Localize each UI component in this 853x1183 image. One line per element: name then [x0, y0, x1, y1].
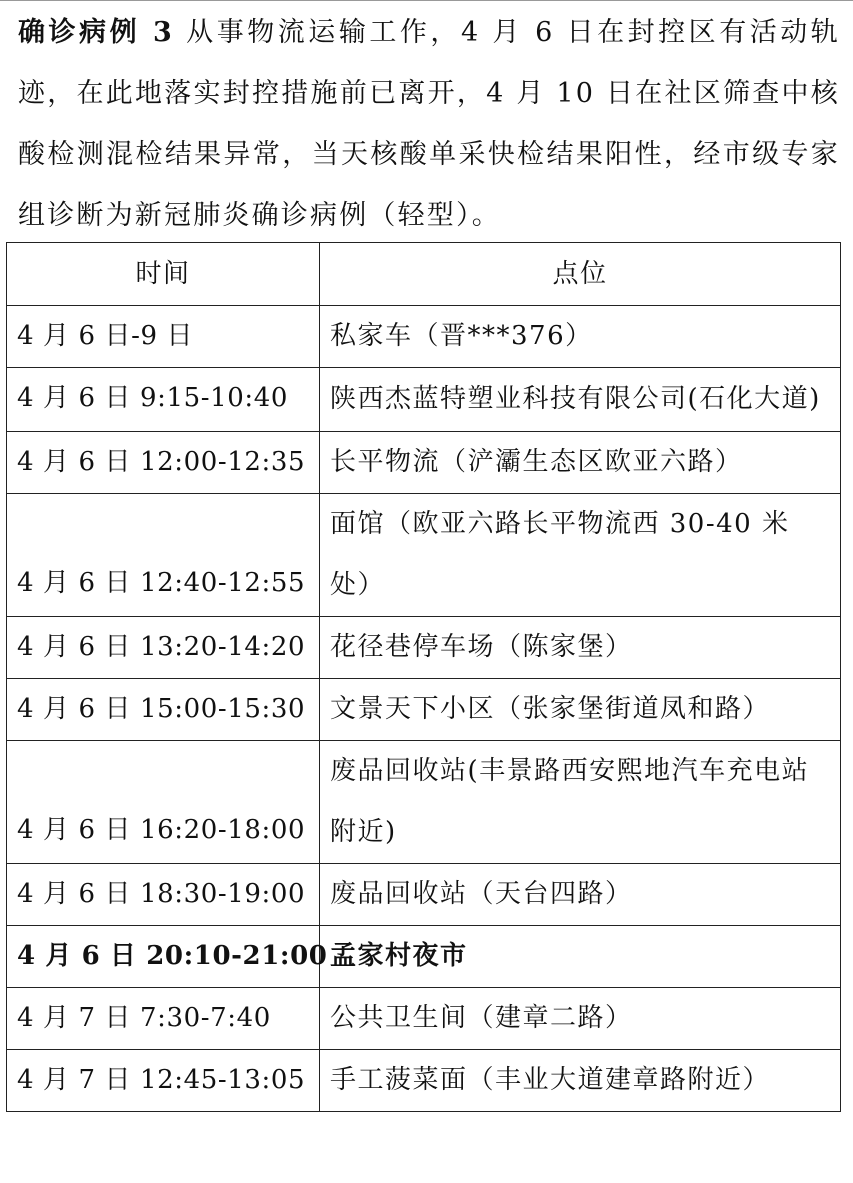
table-row — [7, 741, 841, 864]
table-row — [7, 1050, 841, 1112]
time-cell: 4 月 6 日 12:00-12:35 — [7, 432, 320, 494]
table-row — [7, 368, 841, 432]
table-row — [7, 679, 841, 741]
table-row — [7, 494, 841, 617]
case-text: 从事物流运输工作，4 月 6 日在封控区有活动轨迹，在此地落实封控措施前已离开，4 月 10 日在社区筛查中核酸检测混检结果异常，当天核酸单采快检结果阳性，经市级专家组诊断为新冠肺炎确诊病例（轻型）。 — [18, 17, 841, 231]
location-cell: 花径巷停车场（陈家堡） — [320, 617, 841, 679]
location-cell: 废品回收站(丰景路西安熙地汽车充电站附近) — [320, 741, 841, 864]
activity-track-table — [6, 242, 841, 1112]
location-cell: 私家车（晋***376） — [320, 306, 841, 368]
case-label: 确诊病例 3 — [18, 17, 175, 48]
time-cell: 4 月 7 日 12:45-13:05 — [7, 1050, 320, 1112]
table-header-row — [7, 243, 841, 306]
time-cell: 4 月 6 日 9:15-10:40 — [7, 368, 320, 432]
location-cell: 长平物流（浐灞生态区欧亚六路） — [320, 432, 841, 494]
header-time: 时间 — [7, 243, 320, 306]
table-row — [7, 617, 841, 679]
time-cell: 4 月 6 日 16:20-18:00 — [7, 741, 320, 864]
location-cell: 公共卫生间（建章二路） — [320, 988, 841, 1050]
table-row — [7, 432, 841, 494]
top-rule — [0, 0, 853, 1]
location-cell: 孟家村夜市 — [320, 926, 841, 988]
table-row — [7, 988, 841, 1050]
time-cell: 4 月 6 日 18:30-19:00 — [7, 864, 320, 926]
header-location: 点位 — [320, 243, 841, 306]
time-cell: 4 月 6 日-9 日 — [7, 306, 320, 368]
table-row — [7, 864, 841, 926]
location-cell: 陕西杰蓝特塑业科技有限公司(石化大道) — [320, 368, 841, 432]
table-row-highlighted — [7, 926, 841, 988]
table-row — [7, 306, 841, 368]
time-cell: 4 月 6 日 13:20-14:20 — [7, 617, 320, 679]
time-cell: 4 月 6 日 20:10-21:00 — [7, 926, 320, 988]
location-cell: 面馆（欧亚六路长平物流西 30-40 米处） — [320, 494, 841, 617]
time-cell: 4 月 6 日 12:40-12:55 — [7, 494, 320, 617]
location-cell: 废品回收站（天台四路） — [320, 864, 841, 926]
location-cell: 手工菠菜面（丰业大道建章路附近） — [320, 1050, 841, 1112]
time-cell: 4 月 7 日 7:30-7:40 — [7, 988, 320, 1050]
case-description — [18, 2, 840, 246]
location-cell: 文景天下小区（张家堡街道凤和路） — [320, 679, 841, 741]
time-cell: 4 月 6 日 15:00-15:30 — [7, 679, 320, 741]
